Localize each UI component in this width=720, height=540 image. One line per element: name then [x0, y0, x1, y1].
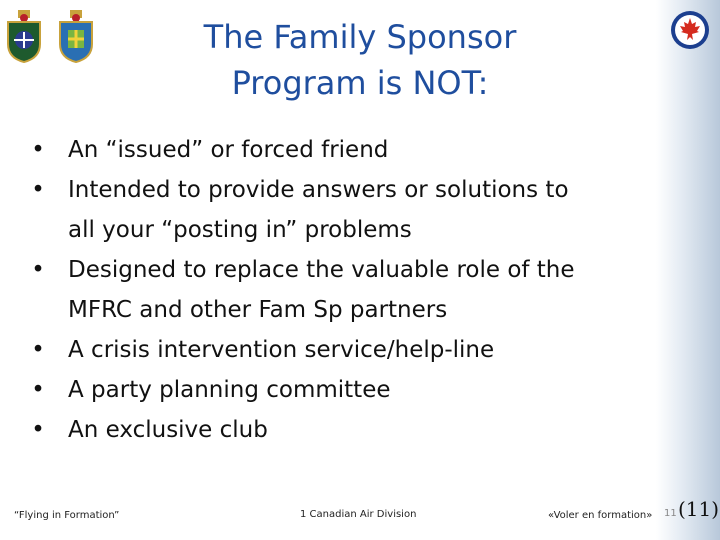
slide-title: [120, 14, 600, 106]
bullet-text: A crisis intervention service/help-line: [68, 337, 495, 363]
bullet-list: [28, 130, 648, 450]
bullet-dot: •: [31, 337, 45, 363]
right-gradient-bar: [656, 0, 720, 540]
bullet-item: [28, 130, 648, 170]
footer-motto-french: «Voler en formation»: [548, 510, 653, 521]
bullet-text-continued: all your “posting in” problems: [68, 217, 412, 243]
bullet-text: A party planning committee: [68, 377, 391, 403]
bullet-item: [28, 370, 648, 410]
bullet-item: [28, 250, 648, 330]
bullet-dot: •: [31, 137, 45, 163]
bullet-text: An “issued” or forced friend: [68, 137, 389, 163]
slide-number-badge: (11): [678, 497, 720, 521]
wing-crest-icon: [56, 8, 96, 64]
bullet-item: [28, 410, 648, 450]
title-line-2: Program is NOT:: [231, 64, 489, 102]
bullet-item: [28, 170, 648, 250]
bullet-item: [28, 330, 648, 370]
slide-number-small: 11: [664, 508, 677, 519]
bullet-dot: •: [31, 417, 45, 443]
bullet-text: An exclusive club: [68, 417, 268, 443]
bullet-text-continued: MFRC and other Fam Sp partners: [68, 297, 448, 323]
bullet-text: Designed to replace the valuable role of the: [68, 257, 575, 283]
bullet-dot: •: [31, 377, 45, 403]
rcaf-roundel-icon: [670, 10, 710, 50]
footer-motto-english: “Flying in Formation”: [14, 510, 120, 521]
squadron-crest-icon: [4, 8, 44, 64]
footer-division-name: 1 Canadian Air Division: [300, 509, 417, 520]
bullet-text: Intended to provide answers or solutions to: [68, 177, 569, 203]
bullet-dot: •: [31, 177, 45, 203]
bullet-dot: •: [31, 257, 45, 283]
title-line-1: The Family Sponsor: [203, 18, 517, 56]
